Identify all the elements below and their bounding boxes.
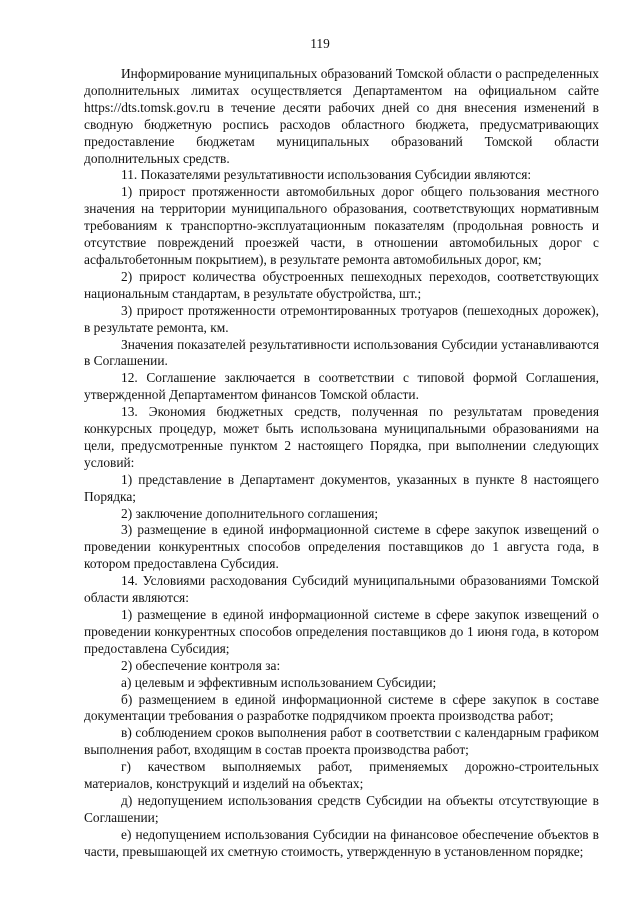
paragraph-item-14-2-g: г) качеством выполняемых работ, применяемых дорожно-строительных материалов, конструкций и изделий на объектах; [84,759,599,792]
paragraph-indicator-values: Значения показателей результативности использования Субсидии устанавливаются в Соглашении. [84,336,599,369]
page-number: 119 [310,36,330,51]
paragraph-item-14-2-v: в) соблюдением сроков выполнения работ в соответствии с календарным графиком выполнения работ, входящим в состав проекта производства работ; [84,725,599,758]
document-body [84,66,599,861]
paragraph-item-13-1: 1) представление в Департамент документов, указанных в пункте 8 настоящего Порядка; [84,471,599,504]
paragraph-item-11-3: 3) прирост протяженности отремонтированных тротуаров (пешеходных дорожек), в результате ремонта, км. [84,302,599,335]
paragraph-item-14-2-d: д) недопущением использования средств Субсидии на объекты отсутствующие в Соглашении; [84,792,599,825]
paragraph-item-11-2: 2) прирост количества обустроенных пешеходных переходов, соответствующих национальным стандартам, в результате обустройства, шт.; [84,268,599,301]
paragraph-item-11-1: 1) прирост протяженности автомобильных дорог общего пользования местного значения на территории муниципального образования, соответствующих нормативным требованиям к транспортно-эксплуатационным показателям (продольная ровность и отсутствие повреждений проезжей части, в отношении автомобильных дорог с асфальтобетонным покрытием), в результате ремонта автомобильных дорог, км; [84,184,599,267]
paragraph-item-14-2-b: б) размещением в единой информационной системе в сфере закупок в составе документации требования о разработке подрядчиком проекта производства работ; [84,691,599,724]
paragraph-item-13-2: 2) заключение дополнительного соглашения; [121,505,379,521]
paragraph-item-13-3: 3) размещение в единой информационной системе в сфере закупок извещений о проведении конкурентных способов определения поставщиков до 1 августа года, в котором предоставлена Субсидия. [84,522,599,572]
paragraph-item-14-2-e: е) недопущением использования Субсидии на финансовое обеспечение объектов в части, превышающей их сметную стоимость, утвержденную в установленном порядке; [84,826,599,859]
paragraph-item-12: 12. Соглашение заключается в соответствии с типовой формой Соглашения, утвержденной Департаментом финансов Томской области. [84,370,599,403]
paragraph-item-14-2: 2) обеспечение контроля за: [121,657,281,673]
paragraph-intro-info: Информирование муниципальных образований Томской области о распределенных дополнительных лимитах осуществляется Департаментом на официальном сайте https://dts.tomsk.gov.ru в течение десяти рабочих дней со дня внесения изменений в сводную бюджетную роспись расходов областного бюджета, предусматривающих предоставление бюджетам муниципальных образований Томской области дополнительных средств. [84,66,599,166]
paragraph-item-13: 13. Экономия бюджетных средств, полученная по результатам проведения конкурсных процедур, может быть использована муниципальными образованиями на цели, предусмотренные пунктом 2 настоящего Порядка, при выполнении следующих условий: [84,404,599,470]
paragraph-item-14: 14. Условиями расходования Субсидий муниципальными образованиями Томской области являются: [84,573,599,606]
paragraph-item-14-1: 1) размещение в единой информационной системе в сфере закупок извещений о проведении конкурентных способов определения поставщиков до 1 июня года, в котором предоставлена Субсидия; [84,607,599,656]
paragraph-item-11: 11. Показателями результативности использования Субсидии являются: [121,167,532,183]
paragraph-item-14-2-a: а) целевым и эффективным использованием Субсидии; [121,674,437,690]
